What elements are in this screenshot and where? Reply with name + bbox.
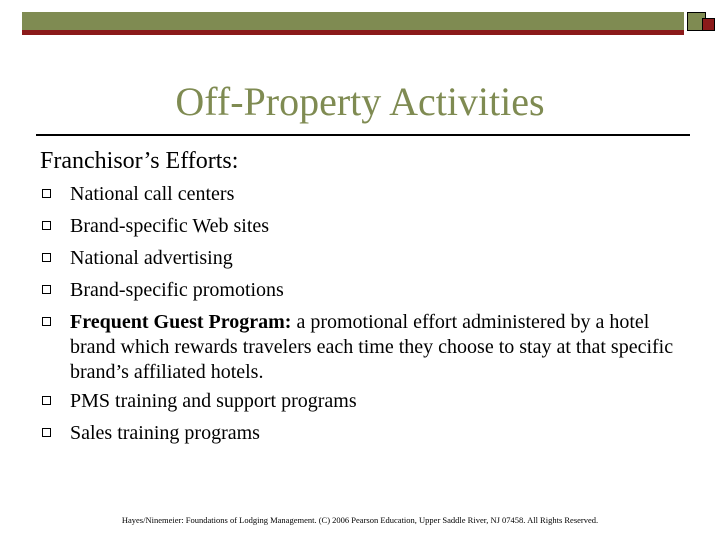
band-red-stripe [22, 30, 684, 35]
list-item [40, 310, 690, 385]
bullet-list [40, 182, 690, 453]
list-item [40, 182, 690, 207]
list-item-text: Brand-specific Web sites [70, 215, 270, 237]
list-item [40, 214, 690, 239]
hollow-square-bullet-icon [42, 428, 51, 437]
hollow-square-bullet-icon [42, 189, 51, 198]
list-item-text: Sales training programs [70, 422, 260, 444]
list-item-term: Frequent Guest Program: [70, 311, 292, 333]
slide-title: Off-Property Activities [175, 79, 545, 124]
hollow-square-bullet-icon [42, 396, 51, 405]
list-item-text: National advertising [70, 247, 233, 269]
list-item [40, 421, 690, 446]
hollow-square-bullet-icon [42, 253, 51, 262]
band-red-square [702, 18, 715, 31]
list-item [40, 246, 690, 271]
list-item-text: National call centers [70, 183, 235, 205]
section-heading: Franchisor’s Efforts: [40, 148, 239, 174]
list-item-text: Brand-specific promotions [70, 279, 284, 301]
hollow-square-bullet-icon [42, 285, 51, 294]
hollow-square-bullet-icon [42, 221, 51, 230]
list-item-text: PMS training and support programs [70, 390, 357, 412]
copyright-footer: Hayes/Ninemeier: Foundations of Lodging Management. (C) 2006 Pearson Education, Upper Saddle River, NJ 07458. All Rights Reserved. [121, 515, 599, 525]
list-item-text: a promotional effort administered by a hotel brand which rewards travelers each time they choose to stay at that specific brand’s affiliated hotels. [70, 311, 674, 383]
band-olive-stripe [22, 12, 684, 30]
title-divider [36, 134, 690, 136]
top-decorative-band [22, 12, 712, 38]
list-item [40, 278, 690, 303]
list-item [40, 389, 690, 414]
hollow-square-bullet-icon [42, 317, 51, 326]
